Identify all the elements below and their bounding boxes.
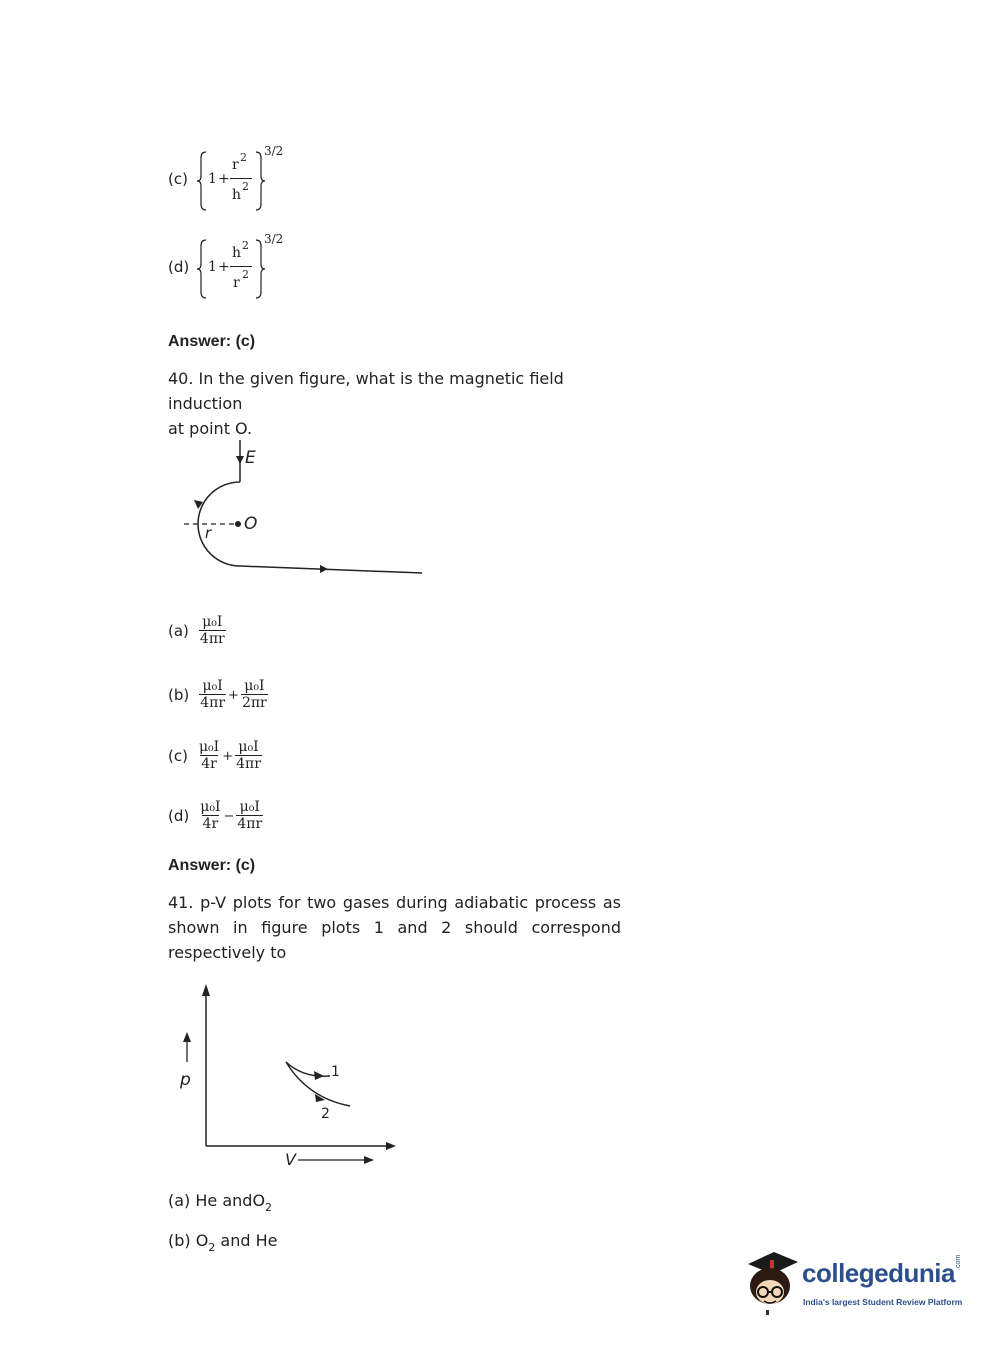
question-line: at point O. xyxy=(168,419,253,438)
option-c-prev xyxy=(168,140,308,220)
q40-option-a xyxy=(168,608,226,654)
figure-q41 xyxy=(168,980,408,1170)
denominator: 2πr xyxy=(241,694,267,711)
molecule: O xyxy=(252,1191,266,1210)
fraction xyxy=(241,679,268,712)
denominator: 4πr xyxy=(236,755,261,772)
numerator: μ₀I xyxy=(244,677,265,694)
pv-plot-diagram xyxy=(168,980,408,1170)
numerator-exponent: 2 xyxy=(240,151,247,164)
label-1: 1 xyxy=(331,1064,340,1080)
label-2: 2 xyxy=(321,1106,330,1122)
option-label: (a) xyxy=(168,622,189,640)
option-label: (c) xyxy=(168,170,188,188)
mascot-icon xyxy=(740,1246,802,1316)
operator: − xyxy=(223,808,235,824)
right-brace-icon xyxy=(254,238,266,300)
question-40-text xyxy=(168,366,628,441)
numerator: μ₀I xyxy=(202,677,223,694)
one: 1 xyxy=(208,259,217,275)
label-p: p xyxy=(180,1070,191,1090)
question-line: 41. p-V plots for two gases during adiabatic process as xyxy=(168,893,621,912)
subscript: 2 xyxy=(208,1241,216,1254)
plus: + xyxy=(218,171,230,187)
q40-option-b xyxy=(168,672,268,718)
q40-option-d xyxy=(168,793,263,839)
option-d-prev xyxy=(168,228,308,308)
current-loop-diagram xyxy=(172,432,432,592)
subscript: 2 xyxy=(265,1201,273,1214)
fraction-bar xyxy=(230,178,252,179)
molecule: O xyxy=(195,1231,209,1250)
one: 1 xyxy=(208,171,217,187)
left-brace-icon xyxy=(196,150,208,212)
numerator: h xyxy=(232,245,242,261)
label-r: r xyxy=(205,524,212,542)
collegedunia-logo[interactable] xyxy=(740,1246,975,1316)
question-line: 40. In the given figure, what is the magnetic field induction xyxy=(168,369,564,413)
option-text: He and xyxy=(195,1191,253,1210)
option-label: (c) xyxy=(168,747,188,765)
denominator: 4πr xyxy=(237,815,263,832)
logo-name: collegedunia xyxy=(802,1258,955,1288)
question-line: shown in figure plots 1 and 2 should correspond xyxy=(168,918,621,937)
numerator-exponent: 2 xyxy=(242,239,249,252)
right-brace-icon xyxy=(254,150,266,212)
label-E: E xyxy=(245,448,256,468)
denominator-exponent: 2 xyxy=(242,268,249,281)
operator: + xyxy=(228,687,239,703)
left-brace-icon xyxy=(196,238,208,300)
option-label: (b) xyxy=(168,1231,191,1250)
question-line: respectively to xyxy=(168,943,287,962)
operator: + xyxy=(222,748,234,764)
denominator-exponent: 2 xyxy=(242,180,249,193)
q41-option-a xyxy=(168,1188,272,1215)
power: 3/2 xyxy=(264,144,284,158)
option-label: (a) xyxy=(168,1191,191,1210)
option-label: (b) xyxy=(168,686,190,704)
q41-option-b xyxy=(168,1228,277,1255)
denominator: 4r xyxy=(202,815,219,832)
logo-tagline: India's largest Student Review Platform xyxy=(803,1297,963,1307)
numerator: μ₀I xyxy=(198,738,220,755)
answer-39: Answer: (c) xyxy=(168,333,256,350)
denominator: 4πr xyxy=(200,694,226,711)
figure-q40 xyxy=(172,432,432,592)
numerator: r xyxy=(232,157,239,173)
numerator: μ₀I xyxy=(202,613,223,630)
option-label: (d) xyxy=(168,807,190,825)
fraction xyxy=(235,740,262,773)
denominator: h xyxy=(232,187,242,203)
fraction xyxy=(236,800,263,833)
label-V: V xyxy=(285,1150,296,1169)
fraction-bar xyxy=(230,266,252,267)
numerator: μ₀I xyxy=(200,798,221,815)
fraction xyxy=(198,740,220,773)
fraction xyxy=(199,679,226,712)
option-text-post: and He xyxy=(220,1231,278,1250)
power: 3/2 xyxy=(264,232,284,246)
plus: + xyxy=(218,259,230,275)
option-label: (d) xyxy=(168,258,190,276)
numerator: μ₀I xyxy=(239,798,260,815)
fraction xyxy=(199,800,221,833)
denominator: 4r xyxy=(201,755,217,772)
numerator: μ₀I xyxy=(238,738,259,755)
answer-40: Answer: (c) xyxy=(168,857,256,874)
question-41-text xyxy=(168,890,621,965)
logo-suffix: .com xyxy=(955,1254,962,1270)
q40-option-c xyxy=(168,733,262,779)
label-O: O xyxy=(244,514,258,534)
fraction xyxy=(199,615,226,648)
denominator: 4πr xyxy=(199,630,225,647)
denominator: r xyxy=(233,275,240,291)
